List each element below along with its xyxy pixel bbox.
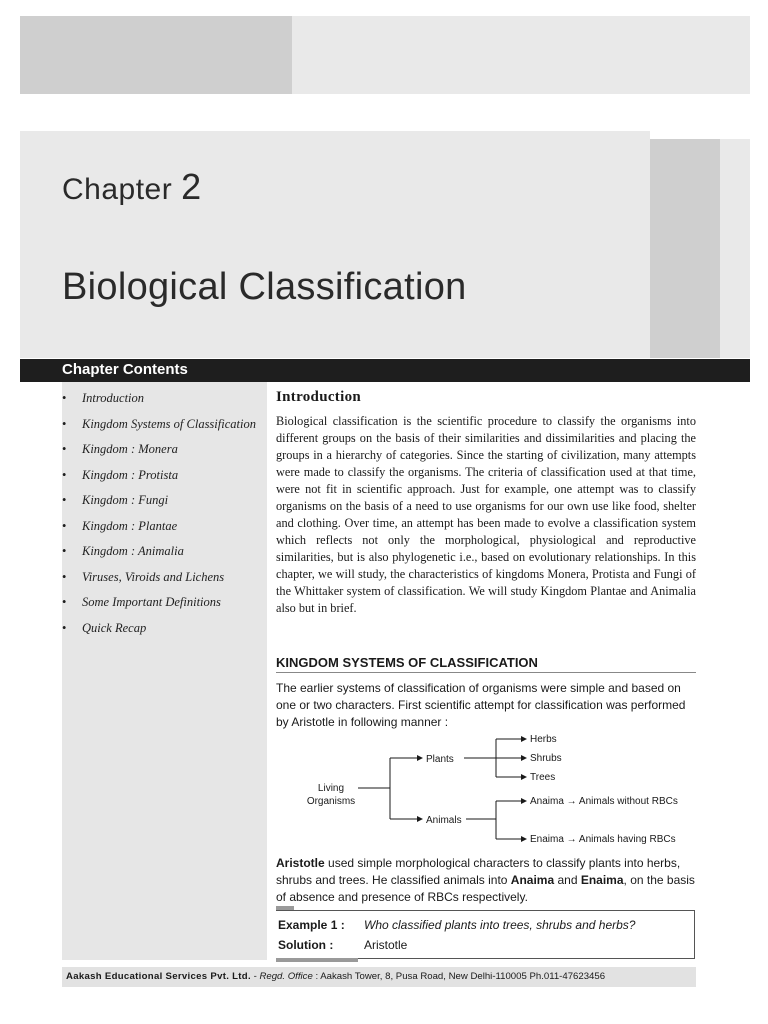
paragraph-text: , on the basis of absence and presence of RBCs respectively. [276, 873, 695, 904]
node-plants: Plants [426, 754, 454, 765]
contents-item: • Kingdom : Protista [62, 467, 267, 484]
chapter-label [62, 166, 202, 208]
footer-address: : Aakash Tower, 8, Pusa Road, New Delhi-110005 Ph.011-47623456 [312, 971, 606, 982]
node-living: Living [317, 783, 345, 794]
solution-answer: Aristotle [364, 938, 408, 952]
page-footer [62, 967, 696, 987]
solution-label: Solution : [278, 938, 334, 952]
paragraph-text: used simple morphological characters to classify plants into herbs, shrubs and trees. He classified animals into [276, 856, 681, 887]
contents-item: • Kingdom : Plantae [62, 518, 267, 535]
node-anaima: Anaima → Animals without RBCs [530, 796, 678, 807]
title-decorative-stripe [650, 131, 720, 358]
kingdom-systems-paragraph: The earlier systems of classification of organisms were simple and based on one or two characters. First scientific attempt for classification was performed by Aristotle in following manner : [276, 681, 686, 729]
term-enaima: Enaima [580, 873, 624, 887]
contents-item: • Some Important Definitions [62, 594, 267, 611]
node-enaima: Enaima → Animals having RBCs [530, 834, 676, 845]
node-trees: Trees [530, 772, 556, 783]
paragraph-text: and [554, 873, 581, 887]
node-animals: Animals [426, 815, 462, 826]
contents-item: • Kingdom Systems of Classification [62, 416, 267, 433]
example-label: Example 1 : [278, 918, 345, 932]
contents-heading: Chapter Contents [62, 361, 188, 378]
contents-item: • Introduction [62, 390, 267, 407]
example-bottom-marker [276, 958, 358, 962]
node-organisms: Organisms [306, 796, 356, 807]
chapter-number: 2 [181, 166, 202, 207]
aristotle-paragraph [276, 855, 696, 906]
introduction-heading: Introduction [276, 389, 362, 405]
aristotle-classification-diagram [276, 728, 706, 853]
contents-item: • Kingdom : Monera [62, 441, 267, 458]
example-question: Who classified plants into trees, shrubs and herbs? [364, 918, 636, 932]
section-rule [276, 672, 696, 673]
node-herbs: Herbs [530, 734, 557, 745]
contents-item: • Kingdom : Animalia [62, 543, 267, 560]
kingdom-systems-heading: KINGDOM SYSTEMS OF CLASSIFICATION [276, 655, 538, 670]
chapter-title: Biological Classification [62, 266, 467, 308]
footer-publisher: Aakash Educational Services Pvt. Ltd. [66, 971, 251, 982]
contents-item: • Kingdom : Fungi [62, 492, 267, 509]
footer-office-label: Regd. Office [259, 971, 313, 982]
contents-list [62, 390, 267, 645]
introduction-paragraph: Biological classification is the scientific procedure to classify the organisms into different groups on the basis of their similarities and dissimilarities and placing the groups in a hierarchy of categories. Since the starting of civilization, many attempts were made to classify the organisms. The criteria of classification used at that time, were not fit in scientific approach. Just for example, one attempt was to classify organisms on the basis of a need to use organisms for our own use like food, shelter and clothing. Over time, an attempt has been made to evolve a classification system which reflects not only the morphological, physiological and reproductive similarities, but is also phylogenetic i.e., based on evolutionary relationships. In this chapter, we will study, the characteristics of kingdoms Monera, Protista and Fungi of the Whittaker system of classification. We will study Kingdom Plantae and Animalia also but in brief. [276, 414, 696, 615]
node-shrubs: Shrubs [530, 753, 562, 764]
term-anaima: Anaima [510, 873, 555, 887]
contents-item: • Viruses, Viroids and Lichens [62, 569, 267, 586]
title-decorative-notch [650, 131, 750, 139]
header-band-dark-block [20, 16, 292, 94]
contents-item: • Quick Recap [62, 620, 267, 637]
term-aristotle: Aristotle [276, 856, 325, 870]
footer-dash: - [250, 971, 260, 982]
chapter-word: Chapter [62, 173, 173, 206]
